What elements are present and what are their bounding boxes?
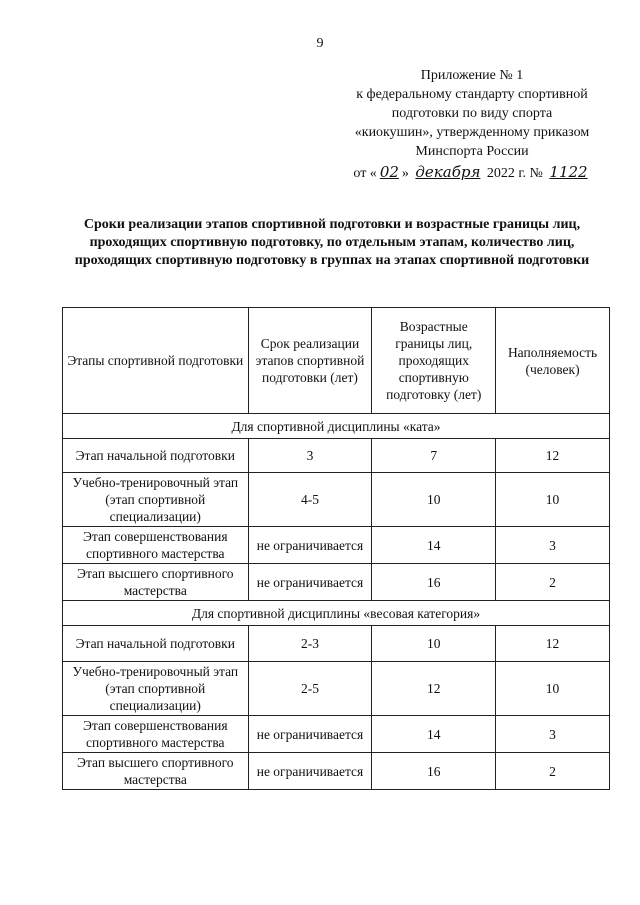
table-row	[63, 439, 610, 473]
cell-stage: Этап совершенствования спортивного мастерства	[63, 716, 249, 753]
cell-size: 10	[496, 662, 610, 716]
header-age: Возрастные границы лиц, проходящих спортивную подготовку (лет)	[372, 308, 496, 414]
cell-stage: Этап высшего спортивного мастерства	[63, 564, 249, 601]
order-prefix: от «	[353, 166, 377, 181]
cell-size: 3	[496, 527, 610, 564]
appendix-line: к федеральному стандарту спортивной	[356, 87, 588, 102]
page-number: 9	[316, 36, 324, 51]
cell-term: не ограничивается	[248, 753, 372, 790]
table-header-row	[63, 308, 610, 414]
cell-term: не ограничивается	[248, 527, 372, 564]
order-date-line	[332, 163, 612, 183]
cell-stage: Учебно-тренировочный этап (этап спортивной специализации)	[63, 473, 249, 527]
cell-term: не ограничивается	[248, 564, 372, 601]
cell-stage: Учебно-тренировочный этап (этап спортивной специализации)	[63, 662, 249, 716]
cell-term: не ограничивается	[248, 716, 372, 753]
cell-age: 14	[372, 716, 496, 753]
cell-age: 10	[372, 473, 496, 527]
cell-age: 12	[372, 662, 496, 716]
cell-term: 2-3	[248, 626, 372, 662]
cell-age: 16	[372, 564, 496, 601]
appendix-line: Приложение № 1	[420, 68, 524, 83]
stages-table	[62, 307, 610, 790]
cell-age: 10	[372, 626, 496, 662]
section-title: Для спортивной дисциплины «весовая категория»	[63, 601, 610, 626]
order-number: 1122	[549, 163, 588, 181]
cell-stage: Этап высшего спортивного мастерства	[63, 753, 249, 790]
table-row	[63, 753, 610, 790]
table-row	[63, 662, 610, 716]
cell-stage: Этап начальной подготовки	[63, 439, 249, 473]
cell-size: 2	[496, 564, 610, 601]
cell-size: 3	[496, 716, 610, 753]
header-size: Наполняемость (человек)	[496, 308, 610, 414]
cell-age: 16	[372, 753, 496, 790]
order-mid: »	[401, 166, 409, 181]
appendix-line: Минспорта России	[415, 144, 529, 159]
cell-term: 3	[248, 439, 372, 473]
section-title: Для спортивной дисциплины «ката»	[63, 414, 610, 439]
appendix-block	[332, 66, 612, 183]
header-stage: Этапы спортивной подготовки	[63, 308, 249, 414]
section-row	[63, 601, 610, 626]
cell-size: 10	[496, 473, 610, 527]
cell-age: 14	[372, 527, 496, 564]
cell-stage: Этап совершенствования спортивного мастерства	[63, 527, 249, 564]
table-row	[63, 527, 610, 564]
cell-term: 4-5	[248, 473, 372, 527]
cell-size: 2	[496, 753, 610, 790]
appendix-line: подготовки по виду спорта	[391, 106, 553, 121]
document-title: Сроки реализации этапов спортивной подготовки и возрастные границы лиц, проходящих спортивную подготовку, по отдельным этапам, количество лиц, проходящих спортивную подготовку в группах на этапах спортивной подготовки	[74, 217, 590, 268]
header-term: Срок реализации этапов спортивной подготовки (лет)	[248, 308, 372, 414]
cell-size: 12	[496, 626, 610, 662]
appendix-line: «киокушин», утвержденному приказом	[354, 125, 590, 140]
table-row	[63, 626, 610, 662]
cell-size: 12	[496, 439, 610, 473]
cell-term: 2-5	[248, 662, 372, 716]
cell-stage: Этап начальной подготовки	[63, 626, 249, 662]
table-row	[63, 473, 610, 527]
order-month: декабря	[415, 163, 481, 181]
order-year: 2022 г. №	[486, 166, 543, 181]
order-day: 02	[379, 163, 399, 181]
section-row	[63, 414, 610, 439]
cell-age: 7	[372, 439, 496, 473]
table-row	[63, 716, 610, 753]
table-row	[63, 564, 610, 601]
